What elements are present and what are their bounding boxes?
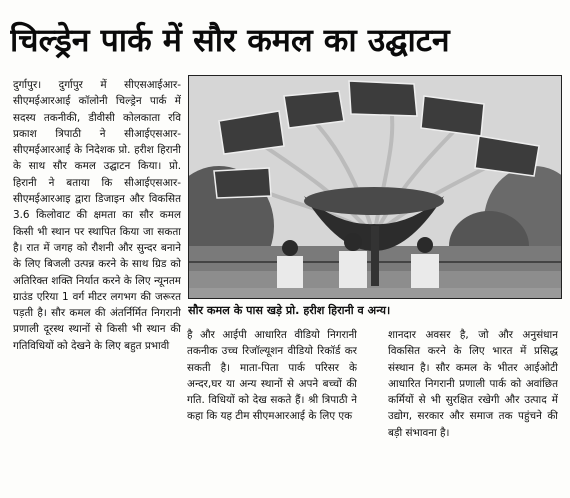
photo-caption: सौर कमल के पास खड़े प्रो. हरीश हिरानी व अन्य। [188,304,391,317]
headline: चिल्ड्रेन पार्क में सौर कमल का उद्घाटन [10,21,450,59]
article-column-middle [187,327,357,492]
body-text-right: शानदार अवसर है, जो और अनुसंधान विकसित करने के लिए भारत में प्रसिद्ध संस्थान है। सौर कमल के भीतर आईओटी आधारित निगरानी प्रणाली पार्क को अवांछित कर्मियों से भी सुरक्षित रखेगी और उत्पाद में उद्योग, सरकार और समाज तक पहुंचने की बड़ी संभावना है। [388,329,558,439]
body-text-left: दुर्गापुर। दुर्गापुर में सीएसआईआर-सीएमईआरआई कॉलोनी चिल्ड्रेन पार्क में सदस्य तकनीकी, डीवीसी कोलकाता रवि प्रकाश त्रिपाठी ने सीआईएसआर- सीएमईआरआई के निदेशक प्रो. हरीश हिरानी के साथ सौर कमल उद्घाटन किया। प्रो. हिरानी ने बताया कि सीआईएसआर- सीएमईआरआइ द्वारा डिजाइन और विकसित 3.6 किलोवाट की क्षमता का सौर कमल किसी भी स्थान पर स्थापित किया जा सकता है। रात में जगह को रौशनी और सुन्दर बनाने के लिए बिजली उत्पन्न करने के साथ ग्रिड को अतिरिक्त शक्ति निर्यात करने के लिए न्यूनतम ग्राउंड एरिया 1 वर्ग मीटर लगभग की जरूरत पड़ती है। सौर कमल की अंतर्निर्मित निगरानी प्रणाली दूरस्थ स्थानों से किसी भी स्थान की गतिविधियों को देखने के लिए बहुत प्रभावी [13,79,181,352]
solar-lotus-image [189,76,561,298]
article-column-left [13,77,181,492]
body-text-middle: है और आईपी आधारित वीडियो निगरानी तकनीक उच्च रिजॉल्यूशन वीडियो रिकॉर्ड कर सकती है। माता-पिता पार्क परिसर के अन्दर,घर या अन्य स्थानों से अपने बच्चों की गति. विधियों को देख सकते हैं। श्री त्रिपाठी ने कहा कि यह टीम सीएमआरआई के लिए एक [187,329,357,423]
solar-lotus-photo [188,75,562,299]
article-column-right [388,327,558,492]
